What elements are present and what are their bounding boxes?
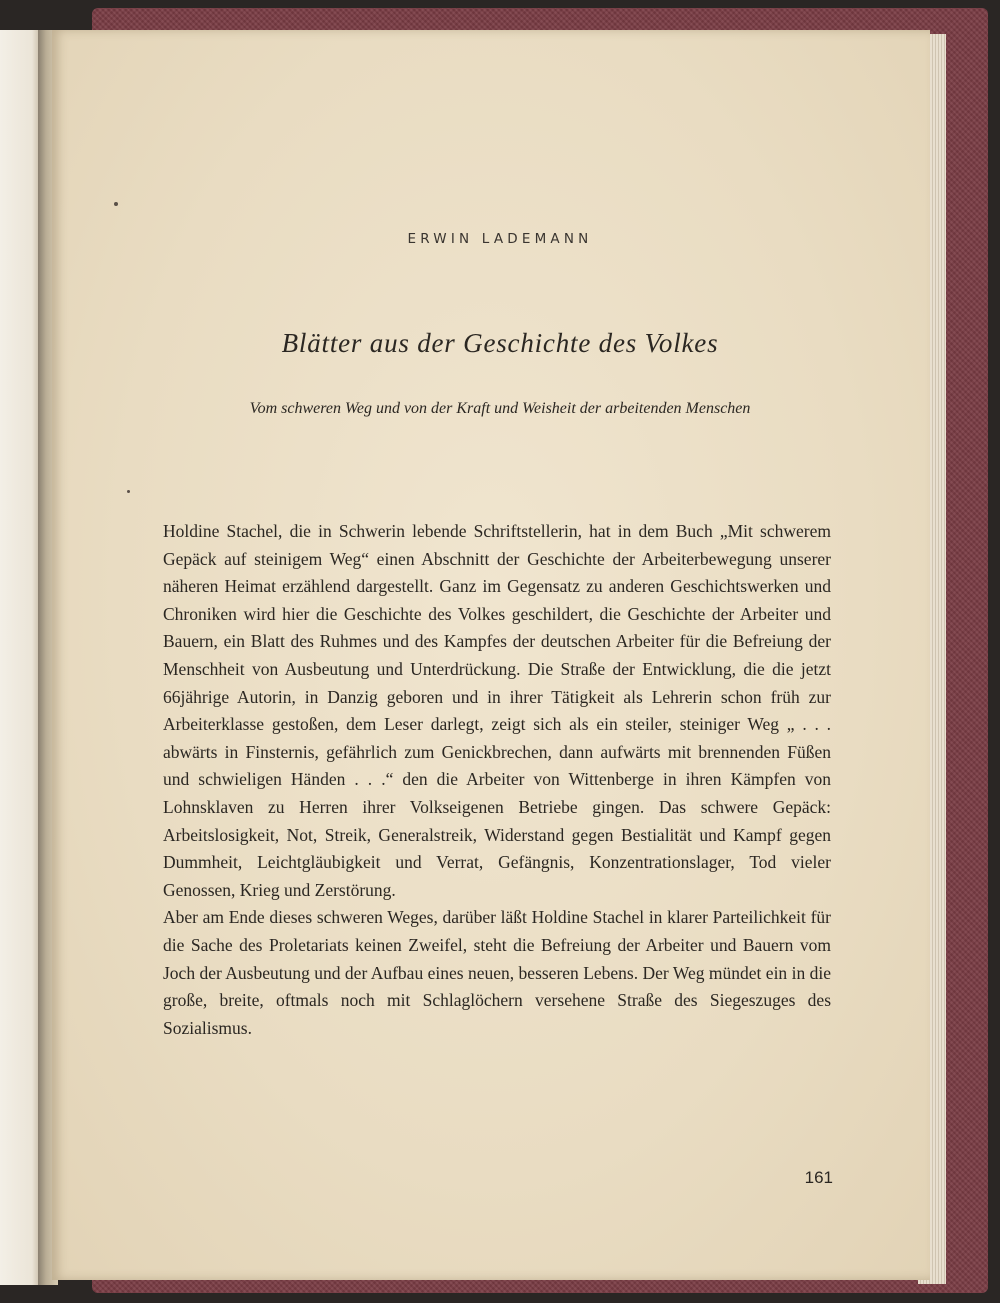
facing-page-edge [0, 30, 40, 1285]
paper-speck [114, 202, 118, 206]
article-subtitle: Vom schweren Weg und von der Kraft und Weisheit der arbeitenden Menschen [249, 400, 751, 417]
author-name: ERWIN LADEMANN [407, 231, 593, 247]
body-paragraph: Holdine Stachel, die in Schwerin lebende Schriftstellerin, hat in dem Buch „Mit schwerem Gepäck auf steinigem Weg“ einen Abschnitt der Geschichte der Arbeiterbewegung unserer näheren Heimat erzählend dargestellt. Ganz im Gegensatz zu anderen Geschichtswerken und Chroniken wird hier die Geschichte des Volkes geschildert, die Geschichte der Arbeiter und Bauern, ein Blatt des Ruhmes und des Kampfes der deutschen Arbeiter für die Befreiung der Menschheit von Ausbeutung und Unterdrückung. Die Straße der Entwicklung, die die jetzt 66jährige Autorin, in Danzig geboren und in ihrer Tätigkeit als Lehrerin schon früh zur Arbeiterklasse gestoßen, dem Leser darlegt, zeigt sich als ein steiler, steiniger Weg „ . . . abwärts in Finsternis, gefährlich zum Genickbrechen, dann aufwärts mit brennenden Füßen und schwieligen Händen . . .“ den die Arbeiter von Wittenberge in ihren Kämpfen von Lohnsklaven zu Herren ihrer Volkseigenen Betriebe gingen. Das schwere Gepäck: Arbeitslosigkeit, Not, Streik, Generalstreik, Widerstand gegen Bestialität und Kampf gegen Dummheit, Leichtgläubigkeit und Verrat, Gefängnis, Konzentrationslager, Tod vieler Genossen, Krieg und Zerstörung. [163, 521, 831, 900]
paper-speck [127, 490, 130, 493]
body-paragraph: Aber am Ende dieses schweren Weges, darüber läßt Holdine Stachel in klarer Parteilichkeit für die Sache des Proletariats keinen Zweifel, steht die Befreiung der Arbeiter und Bauern vom Joch der Ausbeutung und der Aufbau eines neuen, besseren Lebens. Der Weg mündet ein in die große, breite, oftmals noch mit Schlaglöchern versehene Straße des Siegeszuges des Sozialismus. [163, 907, 831, 1038]
article-title: Blätter aus der Geschichte des Volkes [281, 328, 719, 358]
page-number: 161 [804, 1168, 833, 1187]
article-body [163, 518, 831, 1042]
